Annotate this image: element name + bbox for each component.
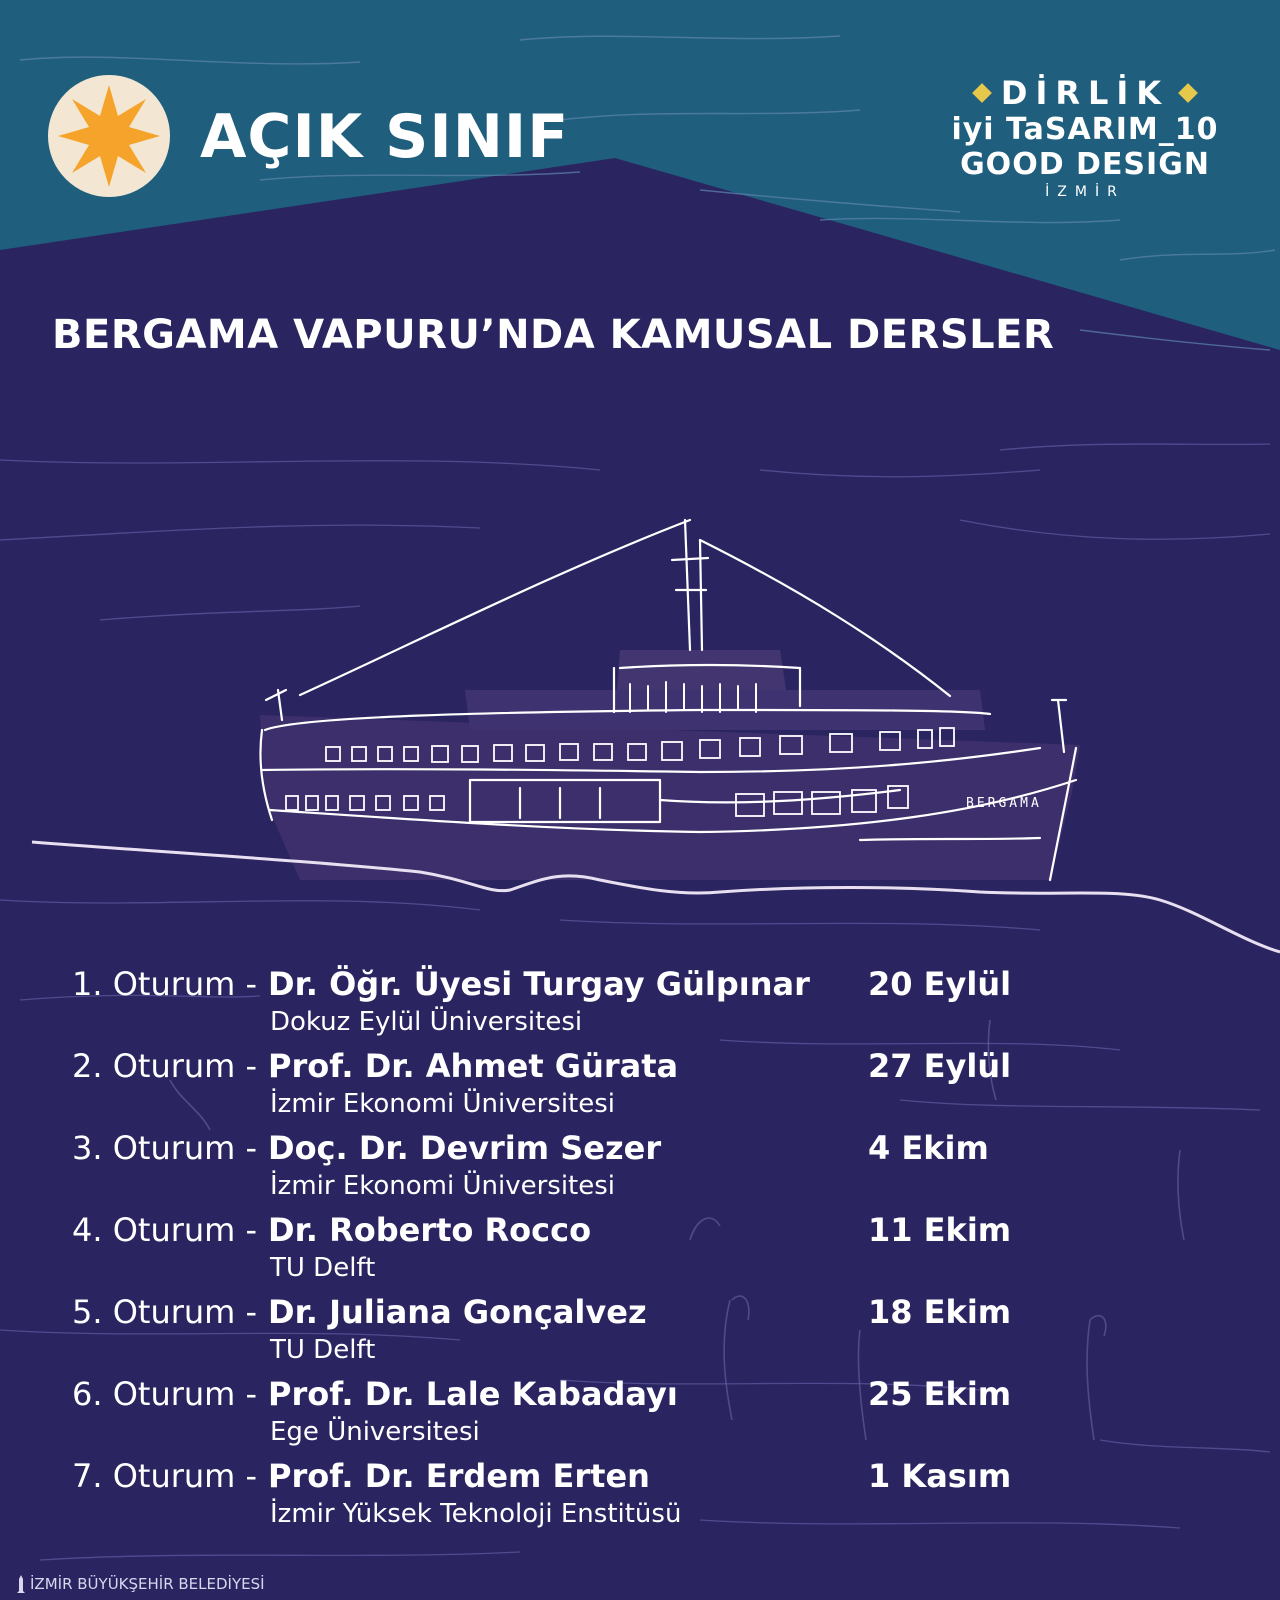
- speaker-name: Dr. Roberto Rocco: [268, 1211, 592, 1249]
- star-icon: [48, 75, 170, 197]
- diamond-icon: [1178, 83, 1198, 103]
- speaker-name: Prof. Dr. Lale Kabadayı: [268, 1375, 678, 1413]
- session-item: [72, 1292, 1212, 1374]
- session-number: 3. Oturum -: [72, 1129, 258, 1167]
- session-number: 4. Oturum -: [72, 1211, 258, 1249]
- session-item: [72, 1456, 1212, 1538]
- speaker-affiliation: TU Delft: [270, 1335, 376, 1365]
- event-logo-top: DİRLİK: [1000, 74, 1170, 112]
- session-date: 27 Eylül: [868, 1047, 1012, 1085]
- session-item: [72, 964, 1212, 1046]
- session-date: 11 Ekim: [868, 1211, 1012, 1249]
- speaker-affiliation: Ege Üniversitesi: [270, 1417, 480, 1447]
- speaker-name: Prof. Dr. Erdem Erten: [268, 1457, 650, 1495]
- speaker-name: Doç. Dr. Devrim Sezer: [268, 1129, 662, 1167]
- footer-organization: [16, 1574, 265, 1594]
- session-number: 7. Oturum -: [72, 1457, 258, 1495]
- session-date: 1 Kasım: [868, 1457, 1012, 1495]
- session-item: [72, 1210, 1212, 1292]
- session-number: 5. Oturum -: [72, 1293, 258, 1331]
- session-date: 18 Ekim: [868, 1293, 1012, 1331]
- session-item: [72, 1128, 1212, 1210]
- event-logo-line2: iyi TaSARIM_10: [951, 112, 1219, 147]
- event-logo-line4: İZMİR: [1045, 184, 1125, 200]
- brand-badge: [48, 75, 170, 197]
- headline: BERGAMA VAPURU’NDA KAMUSAL DERSLER: [52, 312, 1055, 358]
- session-schedule: [72, 964, 1212, 1538]
- session-item: [72, 1374, 1212, 1456]
- ship-name-label: BERGAMA: [966, 796, 1042, 811]
- speaker-affiliation: İzmir Ekonomi Üniversitesi: [270, 1089, 616, 1119]
- speaker-affiliation: TU Delft: [270, 1253, 376, 1283]
- session-date: 20 Eylül: [868, 965, 1012, 1003]
- event-logo-line3: GOOD DESIGN: [960, 147, 1210, 182]
- speaker-name: Prof. Dr. Ahmet Gürata: [268, 1047, 679, 1085]
- diamond-icon: [972, 83, 992, 103]
- session-item: [72, 1046, 1212, 1128]
- clock-tower-icon: [16, 1575, 26, 1593]
- session-date: 4 Ekim: [868, 1129, 989, 1167]
- footer-organization-name: İZMİR BÜYÜKŞEHİR BELEDİYESİ: [30, 1575, 265, 1593]
- speaker-affiliation: Dokuz Eylül Üniversitesi: [270, 1007, 583, 1037]
- speaker-affiliation: İzmir Yüksek Teknoloji Enstitüsü: [270, 1499, 682, 1529]
- speaker-affiliation: İzmir Ekonomi Üniversitesi: [270, 1171, 616, 1201]
- session-number: 1. Oturum -: [72, 965, 258, 1003]
- speaker-name: Dr. Juliana Gonçalvez: [268, 1293, 647, 1331]
- session-date: 25 Ekim: [868, 1375, 1012, 1413]
- event-logo: [950, 74, 1220, 202]
- brand-title: AÇIK SINIF: [200, 102, 570, 172]
- speaker-name: Dr. Öğr. Üyesi Turgay Gülpınar: [268, 965, 810, 1003]
- session-number: 2. Oturum -: [72, 1047, 258, 1085]
- session-number: 6. Oturum -: [72, 1375, 258, 1413]
